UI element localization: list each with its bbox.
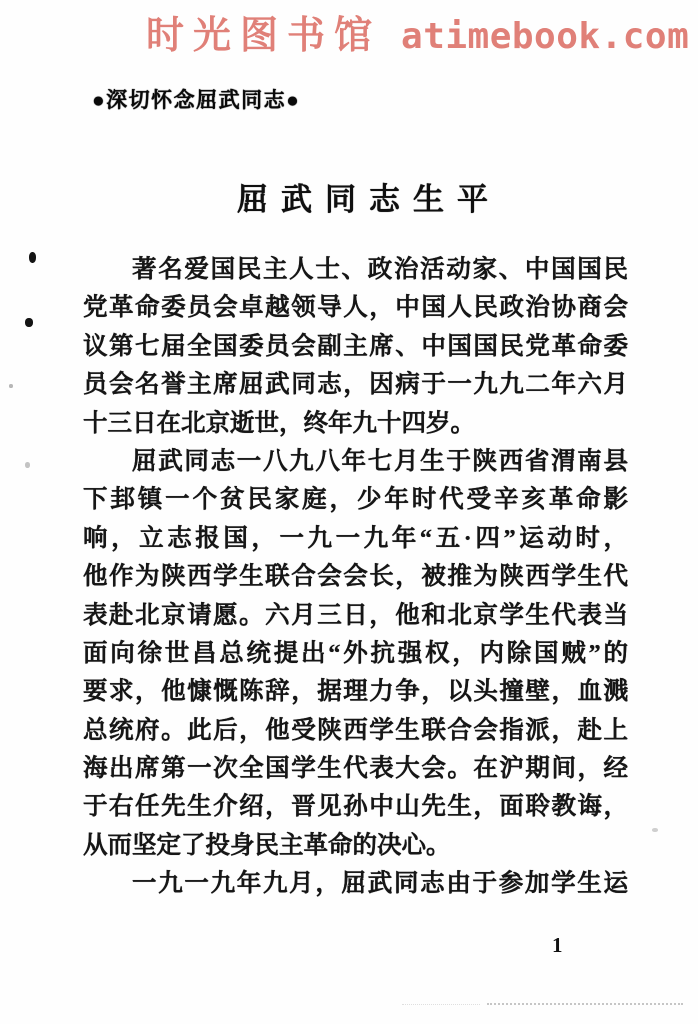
site-watermark [146, 4, 689, 59]
text-line: 下邽镇一个贫民家庭，少年时代受辛亥革命影 [83, 486, 628, 514]
ink-speck [652, 828, 658, 832]
ink-speck [29, 252, 36, 263]
text-line: 员会名誉主席屈武同志，因病于一九九二年六月 [83, 371, 628, 399]
article-title: 屈武同志生平 [237, 182, 501, 217]
series-badge: ●深切怀念屈武同志● [92, 88, 301, 112]
paragraph [83, 865, 628, 903]
watermark-site-domain: atimebook.com [401, 16, 690, 57]
paragraph [83, 251, 628, 443]
text-line: 要求，他慷慨陈辞，据理力争，以头撞壁，血溅 [83, 678, 628, 706]
paragraph [83, 443, 628, 865]
text-line: 著名爱国民主人士、政治活动家、中国国民 [132, 256, 628, 283]
text-line: 从而坚定了投身民主革命的决心。 [83, 831, 451, 859]
watermark-site-name: 时光图书馆 [146, 13, 382, 57]
text-line: 十三日在北京逝世，终年九十四岁。 [83, 409, 475, 437]
article-body [83, 251, 628, 904]
page-number: 1 [552, 933, 563, 957]
footer-rule [487, 1003, 683, 1005]
text-line: 总统府。此后，他受陕西学生联合会指派，赴上 [83, 716, 628, 744]
footer-rule-fragment [402, 1004, 480, 1005]
text-line: 议第七届全国委员会副主席、中国国民党革命委 [83, 332, 628, 360]
text-line: 党革命委员会卓越领导人，中国人民政治协商会 [83, 294, 628, 322]
text-line: 海出席第一次全国学生代表大会。在沪期间，经 [83, 755, 628, 783]
ink-speck [25, 318, 33, 327]
text-line: 表赴北京请愿。六月三日，他和北京学生代表当 [83, 601, 628, 629]
ink-speck [9, 384, 13, 388]
text-line: 屈武同志一八九八年七月生于陕西省渭南县 [132, 447, 628, 475]
ink-speck [25, 462, 30, 468]
text-line: 他作为陕西学生联合会会长，被推为陕西学生代 [83, 563, 628, 591]
text-line: 响，立志报国，一九一九年“五·四”运动时， [83, 524, 628, 552]
text-line: 于右任先生介绍，晋见孙中山先生，面聆教诲， [83, 793, 628, 821]
text-line: 面向徐世昌总统提出“外抗强权，内除国贼”的 [83, 639, 628, 667]
text-line: 一九一九年九月，屈武同志由于参加学生运 [132, 870, 628, 898]
